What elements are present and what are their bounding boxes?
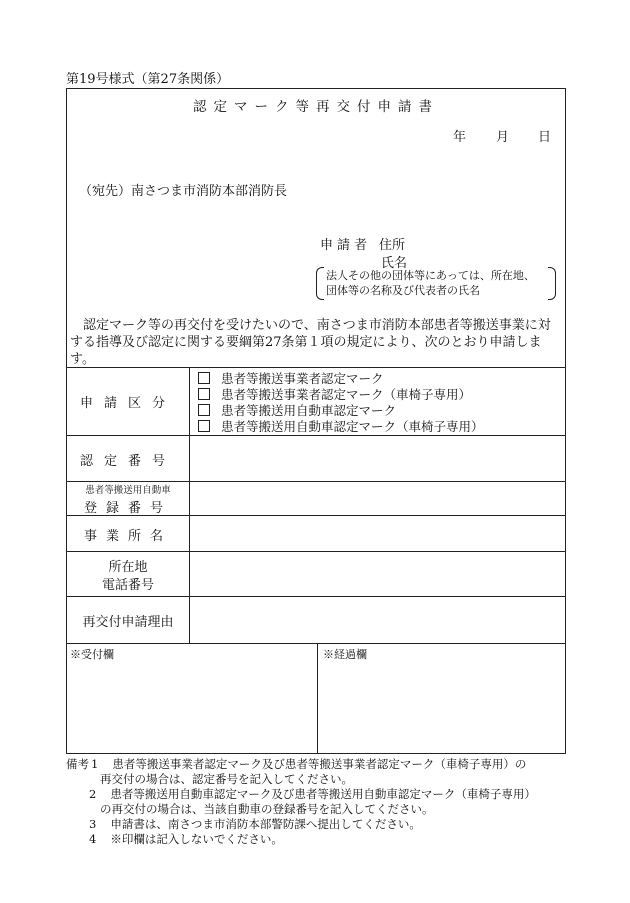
remark-item-4 — [66, 832, 576, 847]
checkbox-icon[interactable] — [198, 388, 210, 400]
application-statement: 認定マーク等の再交付を受けたいので、南さつま市消防本部患者等搬送事業に対する指導及び認定に関する要綱第27条第１項の規定により、次のとおり申請します。 — [70, 318, 551, 367]
remark-text: 患者等搬送事業者認定マーク及び患者等搬送事業者認定マーク（車椅子専用）の — [112, 757, 527, 771]
office-name-field[interactable] — [191, 517, 563, 550]
remark-item-1 — [66, 757, 576, 772]
phone-label: 電話番号 — [101, 578, 154, 593]
certification-number-label: 認定番号 — [79, 454, 176, 469]
remark-number: 4 — [89, 832, 97, 846]
checkbox-icon[interactable] — [198, 420, 210, 432]
vehicle-label-small: 患者等搬送用自動車 — [85, 485, 171, 496]
addressee: （宛先）南さつま市消防本部消防長 — [79, 184, 288, 199]
remark-text: 申請書は、南さつま市消防本部警防課へ提出してください。 — [110, 817, 421, 831]
remark-text: ※印欄は記入しないでください。 — [110, 832, 283, 846]
date-month-label: 月 — [496, 130, 510, 145]
remark-number: 1 — [91, 757, 99, 771]
corporate-note-line-2: 団体等の名称及び代表者の氏名 — [326, 284, 480, 297]
progress-box-label: ※経過欄 — [323, 648, 367, 661]
reissue-reason-field[interactable] — [191, 598, 563, 642]
application-type-label: 申請区分 — [79, 396, 176, 411]
reception-box-label: ※受付欄 — [70, 648, 114, 661]
remark-item-2-cont: の再交付の場合は、当該自動車の登録番号を記入してください。 — [100, 802, 434, 816]
remark-item-3 — [66, 817, 576, 832]
remark-text: 患者等搬送用自動車認定マーク及び患者等搬送用自動車認定マーク（車椅子専用） — [110, 787, 536, 801]
corporate-note-text — [326, 268, 535, 298]
table-column-divider — [189, 367, 190, 643]
stamp-column-divider — [317, 643, 318, 754]
bracket-left — [316, 267, 324, 300]
office-name-label: 事業所名 — [83, 529, 172, 544]
certification-number-field[interactable] — [191, 437, 563, 479]
date-year-label: 年 — [453, 130, 467, 145]
bracket-right — [548, 267, 556, 300]
remark-number: 3 — [89, 817, 97, 831]
location-phone-field[interactable] — [191, 553, 563, 595]
table-rule — [67, 435, 565, 436]
checkbox-icon[interactable] — [198, 372, 210, 384]
application-form-frame — [66, 88, 566, 754]
option-label: 患者等搬送用自動車認定マーク — [221, 403, 397, 418]
option-label: 患者等搬送事業者認定マーク — [221, 371, 384, 386]
remarks-section — [66, 757, 576, 847]
form-number-label: 第19号様式（第27条関係） — [66, 72, 230, 87]
remark-item-1-cont: 再交付の場合は、認定番号を記入してください。 — [100, 772, 353, 786]
location-label: 所在地 — [108, 560, 148, 575]
remark-item-2 — [66, 787, 576, 802]
applicant-address-label: 住所 — [379, 238, 406, 253]
registration-number-label: 登録番号 — [83, 501, 172, 516]
table-top-rule — [67, 367, 565, 368]
registration-number-field[interactable] — [191, 483, 563, 514]
reissue-reason-label: 再交付申請理由 — [82, 615, 174, 630]
table-rule — [67, 596, 565, 597]
remarks-prefix: 備考 — [66, 757, 89, 771]
table-rule — [67, 643, 565, 644]
corporate-note-line-1: 法人その他の団体等にあっては、所在地、 — [326, 269, 535, 282]
form-title: 認定マーク等再交付申請書 — [193, 99, 439, 115]
applicant-label: 申請者 — [320, 238, 372, 253]
remark-number: 2 — [89, 787, 97, 801]
table-rule — [67, 551, 565, 552]
date-day-label: 日 — [538, 130, 552, 145]
corporate-name-note — [316, 266, 556, 299]
option-label: 患者等搬送用自動車認定マーク（車椅子専用） — [221, 419, 484, 434]
applicant-name-label: 氏名 — [381, 256, 408, 271]
checkbox-icon[interactable] — [198, 404, 210, 416]
option-vehicle-mark-wheelchair[interactable] — [198, 417, 484, 435]
option-label: 患者等搬送事業者認定マーク（車椅子専用） — [221, 387, 472, 402]
